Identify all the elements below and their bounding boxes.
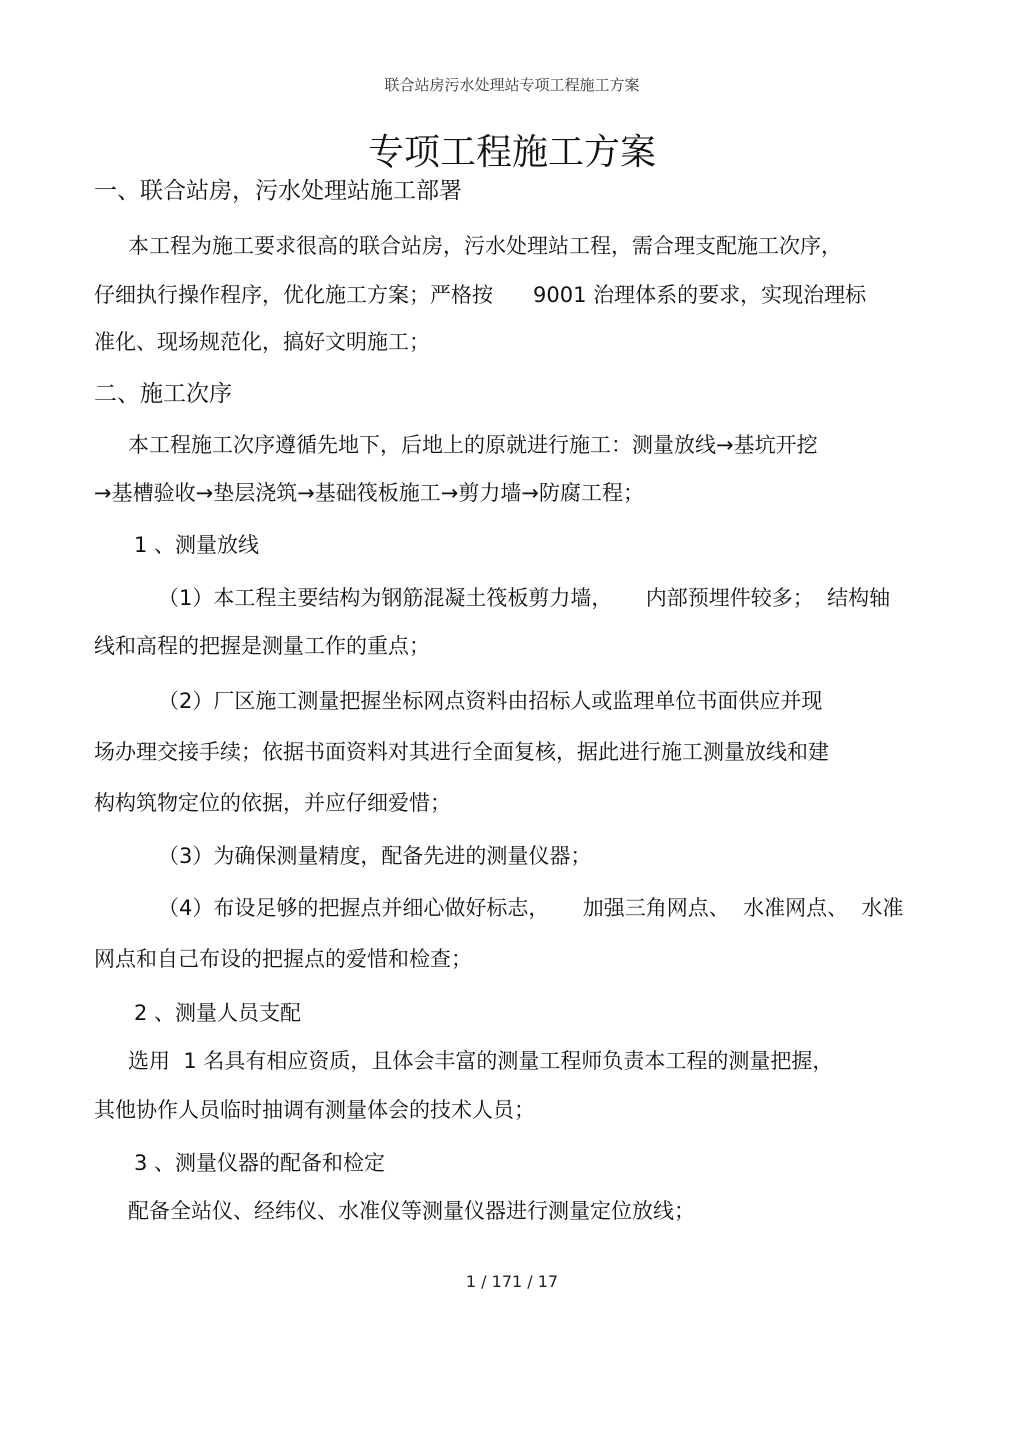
subsection-1-item-4-line-1: （4）布设足够的把握点并细心做好标志， 加强三角网点、 水准网点、 水准 xyxy=(158,896,904,920)
subsection-1-item-3: （3）为确保测量精度，配备先进的测量仪器； xyxy=(158,844,592,868)
subsection-1-item-1-line-1: （1）本工程主要结构为钢筋混凝土筏板剪力墙， 内部预埋件较多； 结构轴 xyxy=(158,586,891,610)
section-2-heading: 二、施工次序 xyxy=(94,381,232,407)
subsection-1-heading: 1 、测量放线 xyxy=(134,533,260,557)
subsection-1-item-2-line-3: 构构筑物定位的依据，并应仔细爱惜； xyxy=(94,791,451,815)
running-header: 联合站房污水处理站专项工程施工方案 xyxy=(384,76,640,94)
section-2-line-1: 本工程施工次序遵循先地下，后地上的原就进行施工：测量放线→基坑开挖 xyxy=(128,433,818,457)
section-1-line-1: 本工程为施工要求很高的联合站房，污水处理站工程，需合理支配施工次序， xyxy=(128,234,842,258)
page-number-footer: 1 / 171 / 17 xyxy=(465,1272,559,1291)
subsection-2-heading: 2 、测量人员支配 xyxy=(134,1001,302,1025)
section-1-line-3: 准化、现场规范化，搞好文明施工； xyxy=(94,330,430,354)
subsection-2-line-2: 其他协作人员临时抽调有测量体会的技术人员； xyxy=(94,1098,535,1122)
document-title: 专项工程施工方案 xyxy=(367,132,656,173)
subsection-1-item-4-line-2: 网点和自己布设的把握点的爱惜和检查； xyxy=(94,947,472,971)
subsection-1-item-2-line-1: （2）厂区施工测量把握坐标网点资料由招标人或监理单位书面供应并现 xyxy=(158,689,823,713)
section-2-line-2: →基槽验收→垫层浇筑→基础筏板施工→剪力墙→防腐工程； xyxy=(94,481,644,505)
section-1-line-2: 仔细执行操作程序，优化施工方案；严格按 9001 治理体系的要求，实现治理标 xyxy=(94,283,867,307)
subsection-2-line-1: 选用 1 名具有相应资质，且体会丰富的测量工程师负责本工程的测量把握， xyxy=(128,1049,834,1073)
subsection-3-line-1: 配备全站仪、经纬仪、水准仪等测量仪器进行测量定位放线； xyxy=(128,1199,695,1223)
subsection-1-item-1-line-2: 线和高程的把握是测量工作的重点； xyxy=(94,634,430,658)
subsection-3-heading: 3 、测量仪器的配备和检定 xyxy=(134,1151,386,1175)
subsection-1-item-2-line-2: 场办理交接手续；依据书面资料对其进行全面复核，据此进行施工测量放线和建 xyxy=(94,740,829,764)
section-1-heading: 一、联合站房，污水处理站施工部署 xyxy=(94,178,462,204)
